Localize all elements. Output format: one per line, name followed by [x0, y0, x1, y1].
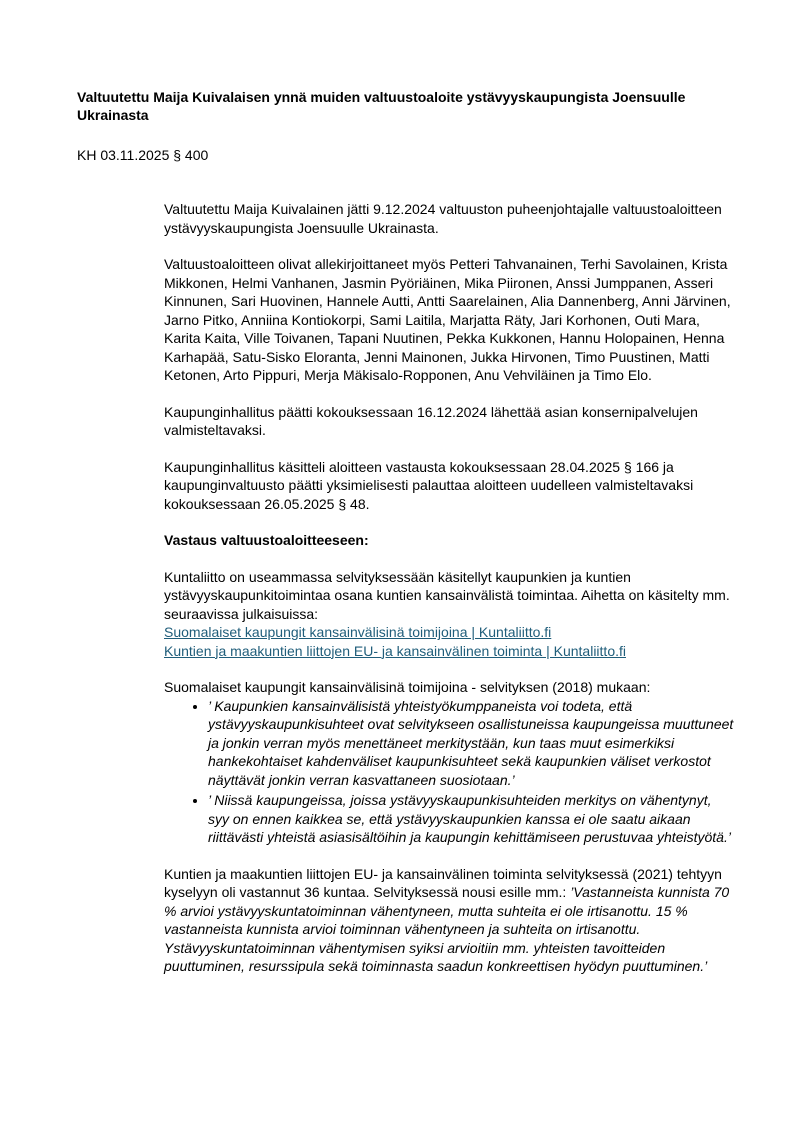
paragraph-council-decision: Kaupunginhallitus käsitteli aloitteen vastausta kokouksessaan 28.04.2025 § 166 ja kaupunginvaltuusto päätti yksimielisesti palauttaa aloitteen uudelleen valmisteltavaksi kokouksessaan 26.05.2025 § 48. [164, 458, 694, 512]
list-item: • ’ Kaupunkien kansainvälisistä yhteistyökumppaneista voi todeta, että ystävyyskaupunkisuhteet ovat selvitykseen osallistuneissa kaupungeissa muuttuneet ja jonkin verran myös menettäneet merkitystään, kun taas muut esimerkiksi hankekohtaiset kahdenväliset kaupunkisuhteet sekä kaupunkien väliset verkostot näyttävät jonkin verran kasvattaneen suosiotaan.’ [208, 697, 736, 790]
survey-2021-paragraph [164, 865, 736, 976]
publication-links [164, 623, 736, 660]
document-title: Valtuutettu Maija Kuivalaisen ynnä muiden valtuustoaloite ystävyyskaupungista Joensuulle Ukrainasta [77, 89, 686, 123]
survey-intro: Suomalaiset kaupungit kansainvälisinä toimijoina - selvityksen (2018) mukaan: [164, 679, 651, 695]
answer-intro: Kuntaliitto on useammassa selvityksessään käsitellyt kaupunkien ja kuntien ystävyyskaupunkitoimintaa osana kuntien kansainvälistä toimintaa. Aihetta on käsitelty mm. seuraavissa julkaisuissa: [164, 568, 730, 622]
paragraph-board-decision: Kaupunginhallitus päätti kokouksessaan 16.12.2024 lähettää asian konsernipalvelujen valmisteltavaksi. [164, 403, 698, 438]
paragraph-signatories: Valtuustoaloitteen olivat allekirjoittaneet myös Petteri Tahvanainen, Terhi Savolainen, Krista Mikkonen, Helmi Vanhanen, Jasmin Pyöriäinen, Mika Piironen, Anssi Jumppanen, Asseri Kinnunen, Sari Huovinen, Hannele Autti, Antti Saarelainen, Alia Dannenberg, Anni Järvinen, Jarno Pitko, Anniina Kontiokorpi, Sami Laitila, Marjatta Räty, Jari Korhonen, Outi Mara, Karita Kaita, Ville Toivanen, Tapani Nuutinen, Pekka Kukkonen, Hannu Holopainen, Henna Karhapää, Satu-Sisko Eloranta, Jenni Mainonen, Jukka Hirvonen, Timo Puustinen, Matti Ketonen, Arto Pippuri, Merja Mäkisalo-Ropponen, Anu Vehviläinen ja Timo Elo. [164, 256, 731, 383]
list-item: • ’ Niissä kaupungeissa, joissa ystävyyskaupunkisuhteiden merkitys on vähentynyt, syy on ennen kaikkea se, että ystävyyskaupunkien kanssa ei ole saatu aikaan riittävästi yhteistä asiasisältöihin ja kaupungin kehittämiseen perustuvaa yhteistyötä.’ [208, 791, 736, 847]
answer-heading: Vastaus valtuustoaloitteeseen: [164, 532, 369, 548]
document-body [164, 200, 736, 994]
link-eu-kansainvalinen-toiminta[interactable]: Kuntien ja maakuntien liittojen EU- ja kansainvälinen toiminta | Kuntaliitto.fi [164, 642, 626, 659]
paragraph-initiative: Valtuutettu Maija Kuivalainen jätti 9.12.2024 valtuuston puheenjohtajalle valtuustoaloitteen ystävyyskaupungista Joensuulle Ukrainasta. [164, 201, 722, 236]
quote-list [164, 697, 736, 847]
survey-2021-text: Kuntien ja maakuntien liittojen EU- ja kansainvälinen toiminta selvityksessä (2021) tehtyyn kyselyyn oli vastannut 36 kuntaa. Selvityksessä nousi esille mm.: [164, 865, 722, 900]
link-kaupungit-toimijoina[interactable]: Suomalaiset kaupungit kansainvälisinä toimijoina | Kuntaliitto.fi [164, 624, 552, 640]
survey-2021-quote: ’Vastanneista kunnista 70 % arvioi ystävyyskuntatoiminnan vähentyneen, mutta suhteita ei ole irtisanottu. 15 % vastanneista kunnista arvioi toiminnan vähentyneen ja suhteita on irtisanottu. Ystävyyskuntatoiminnan vähentymisen syiksi arvioitiin mm. yhteisten tavoitteiden puuttuminen, resurssipula sekä toiminnasta saadun konkreettisen hyödyn puuttuminen.’ [164, 884, 730, 974]
meeting-reference: KH 03.11.2025 § 400 [77, 147, 209, 163]
